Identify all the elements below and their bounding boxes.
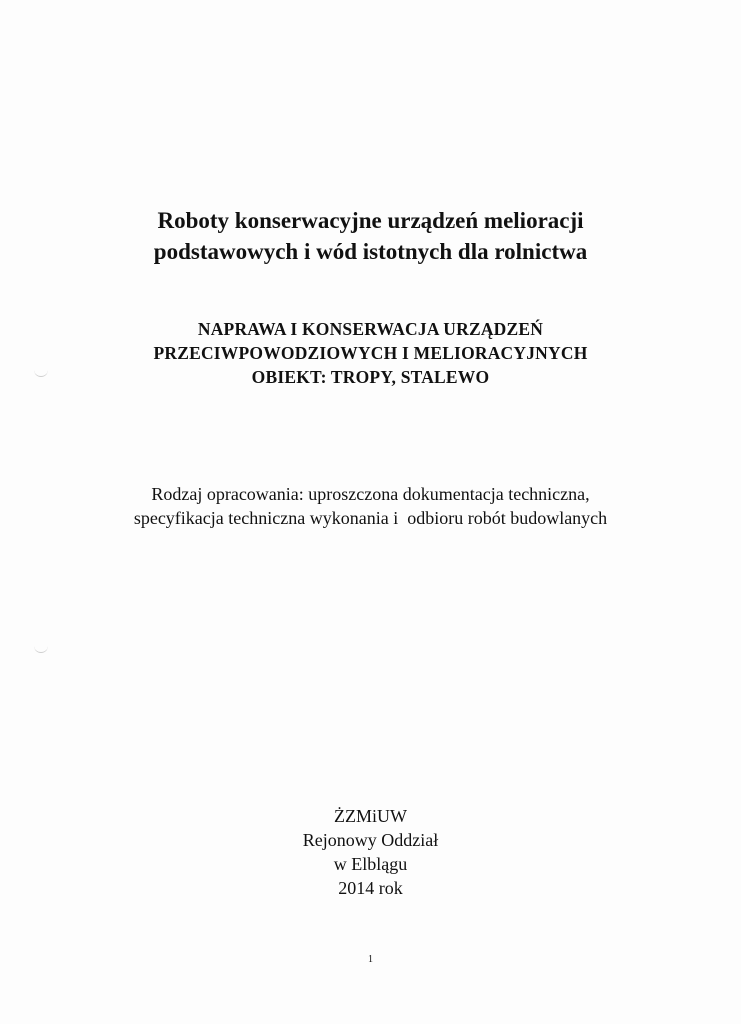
punch-hole-mark <box>34 644 48 653</box>
doc-type-line: Rodzaj opracowania: uproszczona dokumentacja techniczna, <box>151 484 590 504</box>
issuer-line: 2014 rok <box>338 878 403 898</box>
issuer-line: ŻZMiUW <box>334 806 407 826</box>
document-subject <box>0 317 741 389</box>
subject-line: OBIEKT: TROPY, STALEWO <box>251 367 490 387</box>
document-type <box>0 482 741 530</box>
issuer-line: Rejonowy Oddział <box>302 830 439 850</box>
doc-type-line: specyfikacja techniczna wykonania i odbioru robót budowlanych <box>133 508 608 528</box>
title-line: podstawowych i wód istotnych dla rolnictwa <box>153 239 588 264</box>
page-number: 1 <box>368 954 373 965</box>
subject-line: NAPRAWA I KONSERWACJA URZĄDZEŃ <box>197 319 544 339</box>
issuer-line: w Elblągu <box>333 854 408 874</box>
title-line: Roboty konserwacyjne urządzeń melioracji <box>157 208 584 233</box>
issuer-block <box>0 804 741 900</box>
subject-line: PRZECIWPOWODZIOWYCH I MELIORACYJNYCH <box>153 343 588 363</box>
document-title <box>0 205 741 267</box>
